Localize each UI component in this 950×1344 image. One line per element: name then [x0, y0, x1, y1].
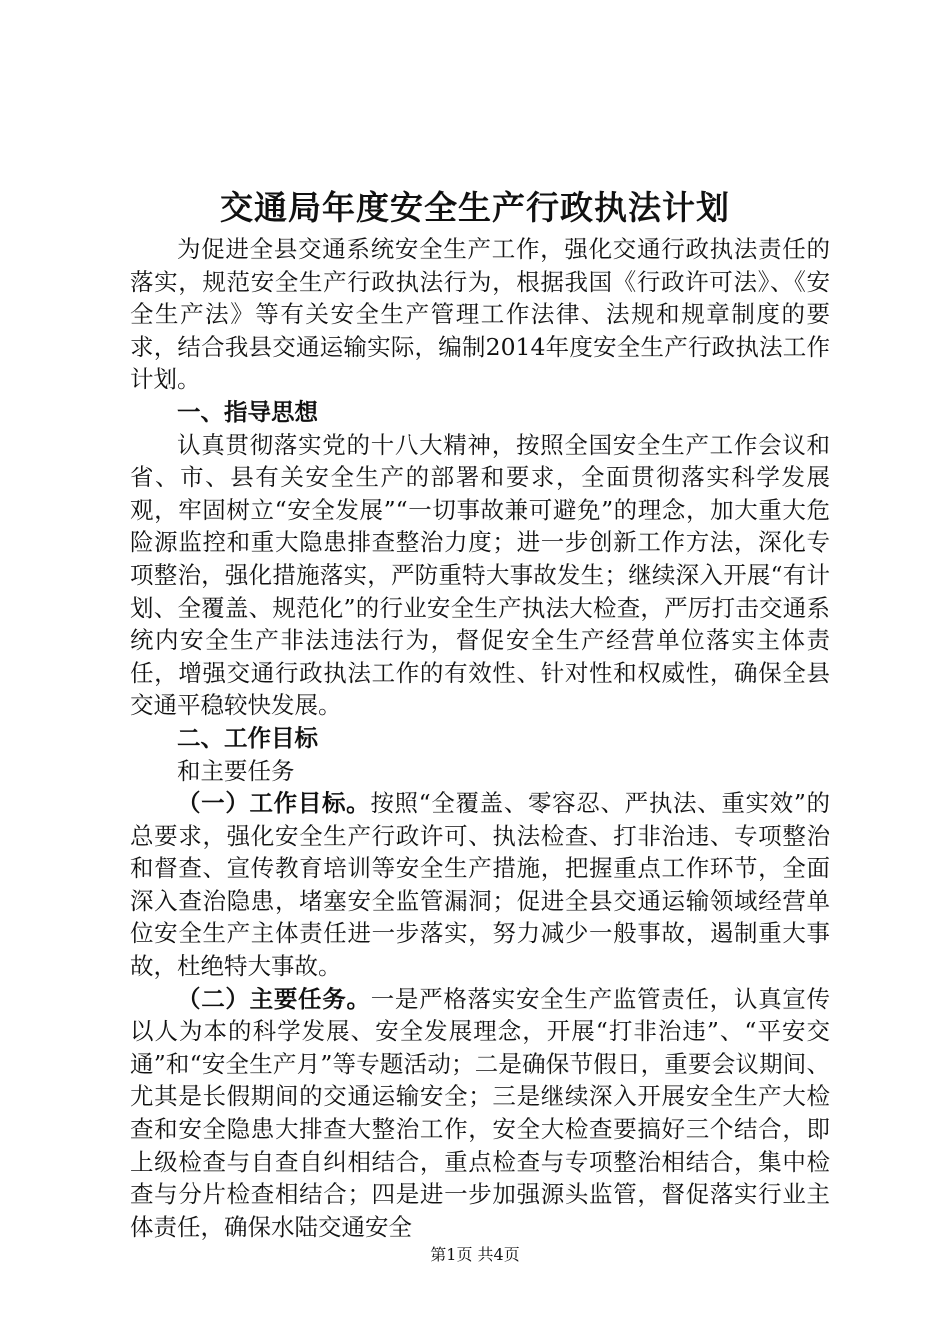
section-subheading-main-tasks: 和主要任务: [177, 756, 295, 785]
guiding-thought-paragraph: 认真贯彻落实党的十八大精神，按照全国安全生产工作会议和省、市、县有关安全生产的部署和要求，全面贯彻落实科学发展观，牢固树立“安全发展”“一切事故兼可避免”的理念，加大重大危险源监控和重大隐患排查整治力度；进一步创新工作方法，深化专项整治，强化措施落实，严防重特大事故发生；继续深入开展“有计划、全覆盖、规范化”的行业安全生产执法大检查，严厉打击交通系统内安全生产非法违法行为，督促安全生产经营单位落实主体责任，增强交通行政执法工作的有效性、针对性和权威性，确保全县交通平稳较快发展。: [130, 430, 830, 720]
page-number-footer: 第1页 共4页: [430, 1245, 520, 1264]
main-tasks-text: 一是严格落实安全生产监管责任，认真宣传以人为本的科学发展、安全发展理念，开展“打非治违”、“平安交通”和“安全生产月”等专题活动；二是确保节假日，重要会议期间、尤其是长假期间的交通运输安全；三是继续深入开展安全生产大检查和安全隐患大排查大整治工作，安全大检查要搞好三个结合，即上级检查与自查自纠相结合，重点检查与专项整治相结合，集中检查与分片检查相结合；四是进一步加强源头监管，督促落实行业主体责任，确保水陆交通安全: [130, 984, 831, 1241]
section-heading-guiding-thought: 一、指导思想: [177, 397, 318, 426]
document-body: [130, 233, 830, 1243]
main-tasks-label: （二）主要任务。: [177, 984, 371, 1013]
work-goals-paragraph: [130, 787, 830, 983]
work-goals-text: 按照“全覆盖、零容忍、严执法、重实效”的总要求，强化安全生产行政许可、执法检查、打非治违、专项整治和督查、宣传教育培训等安全生产措施，把握重点工作环节，全面深入查治隐患，堵塞安全监管漏洞；促进全县交通运输领域经营单位安全生产主体责任进一步落实，努力减少一般事故，遏制重大事故，杜绝特大事故。: [130, 789, 831, 981]
work-goals-label: （一）工作目标。: [177, 789, 371, 818]
document-title: 交通局年度安全生产行政执法计划: [220, 188, 730, 227]
section-heading-work-goals: 二、工作目标: [177, 723, 318, 752]
intro-paragraph: 为促进全县交通系统安全生产工作，强化交通行政执法责任的落实，规范安全生产行政执法行为，根据我国《行政许可法》、《安全生产法》等有关安全生产管理工作法律、法规和规章制度的要求，结合我县交通运输实际，编制2014年度安全生产行政执法工作计划。: [130, 235, 830, 394]
main-tasks-paragraph: [130, 983, 830, 1244]
